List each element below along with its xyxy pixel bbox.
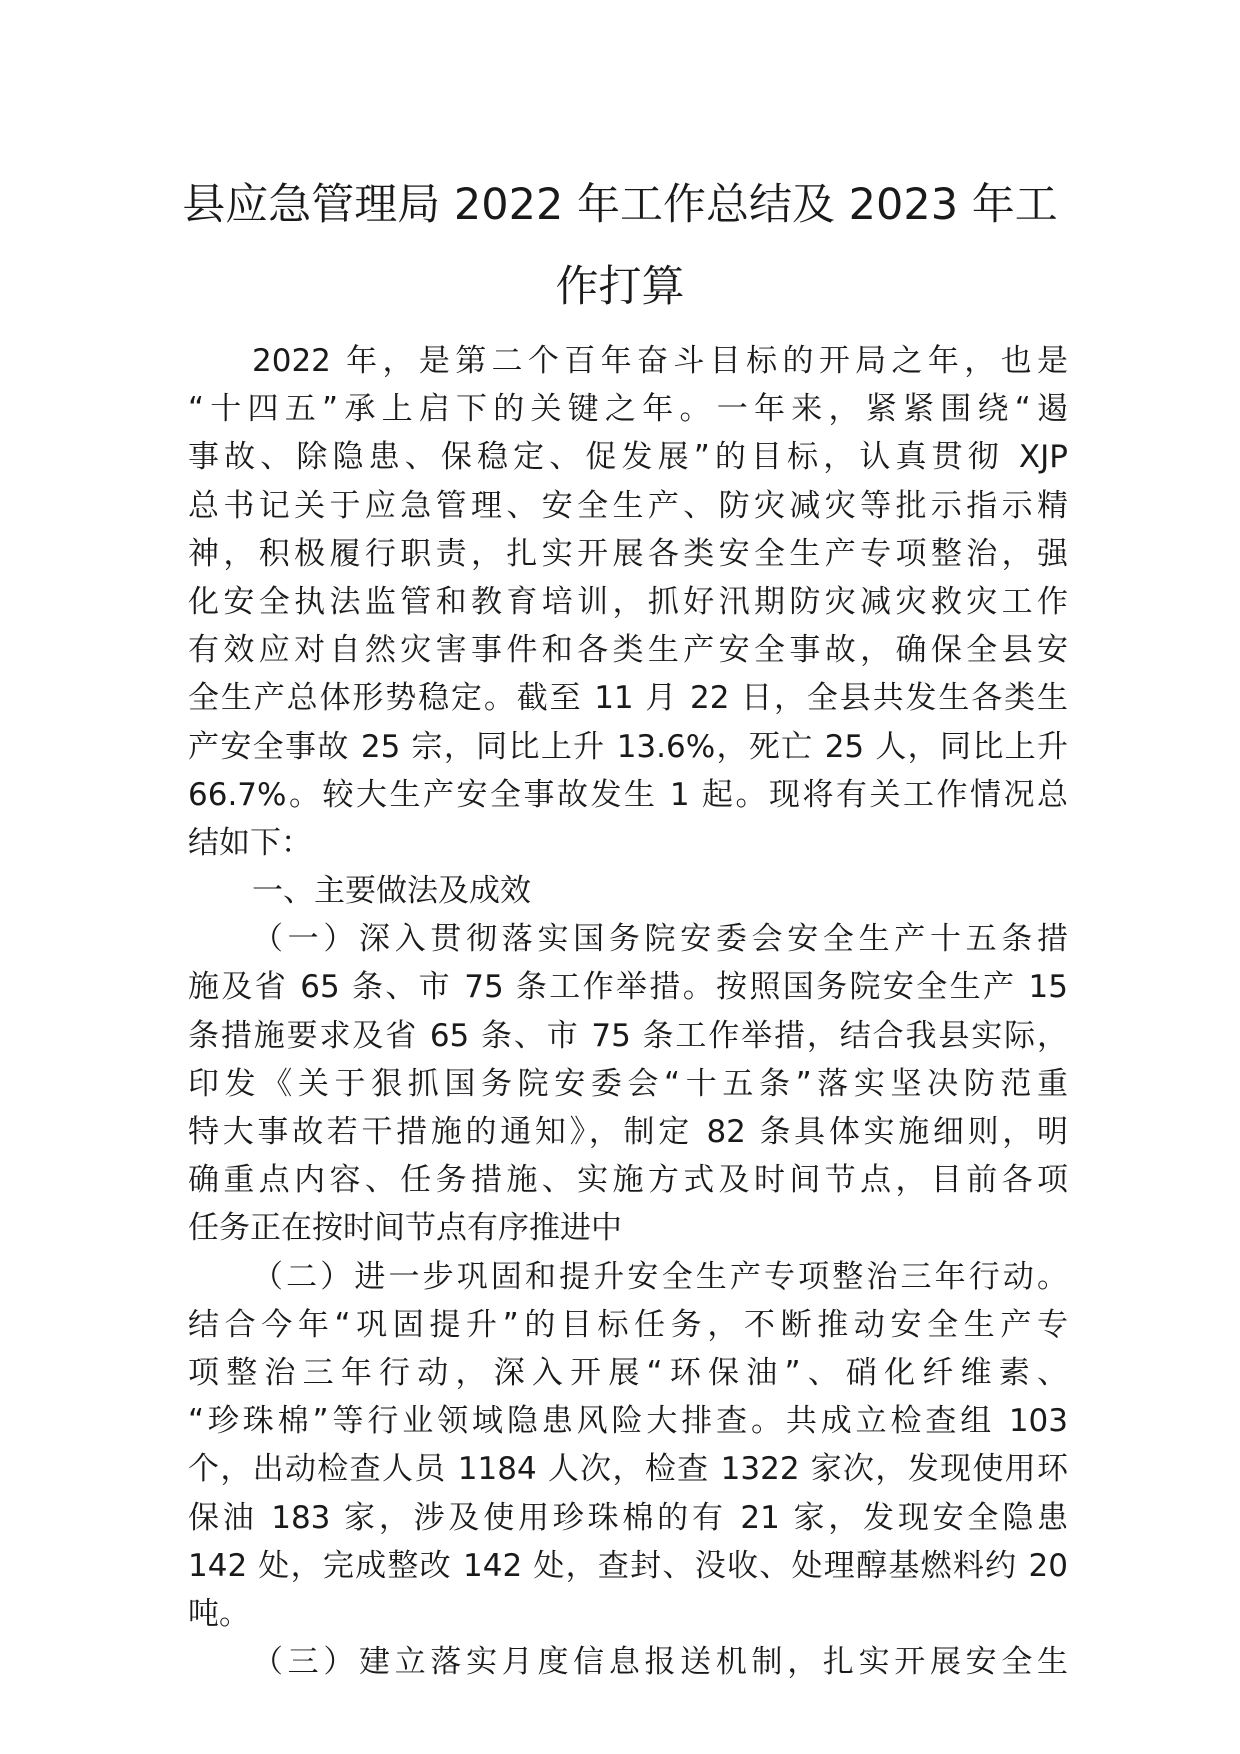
body-text-line: 吨。 [188,1595,250,1632]
body-text-line: 全生产总体形势稳定。截至 11 月 22 日，全县共发生各类生 [188,680,1068,717]
body-text-line: 结如下： [188,824,312,861]
body-text-line: 结合今年“巩固提升”的目标任务，不断推动安全生产专 [188,1306,1068,1343]
document-title-line-2: 作打算 [555,262,685,312]
body-text-line: 66.7%。较大生产安全事故发生 1 起。现将有关工作情况总 [188,776,1068,813]
body-text-line: 项整治三年行动，深入开展“环保油”、硝化纤维素、 [188,1354,1068,1391]
body-text-line: 印发《关于狠抓国务院安委会“十五条”落实坚决防范重 [188,1065,1068,1102]
body-text-line: （一）深入贯彻落实国务院安委会安全生产十五条措 [252,921,1068,958]
body-text-line: 事故、除隐患、保稳定、促发展”的目标，认真贯彻 XJP [188,439,1068,476]
body-text-line: 保油 183 家，涉及使用珍珠棉的有 21 家，发现安全隐患 [188,1499,1068,1536]
body-text-line: 任务正在按时间节点有序推进中 [188,1210,622,1247]
body-text-line: 142 处，完成整改 142 处，查封、没收、处理醇基燃料约 20 [188,1547,1068,1584]
body-text-line: 施及省 65 条、市 75 条工作举措。按照国务院安全生产 15 [188,969,1068,1006]
body-text-line: 化安全执法监管和教育培训，抓好汛期防灾减灾救灾工作 [188,583,1068,620]
body-text-line: 确重点内容、任务措施、实施方式及时间节点，目前各项 [188,1162,1068,1199]
document-title-line-1: 县应急管理局 2022 年工作总结及 2023 年工 [182,180,1058,230]
body-text-line: 一、主要做法及成效 [252,873,531,910]
body-text-line: 总书记关于应急管理、安全生产、防灾减灾等批示指示精 [188,487,1068,524]
body-text-line: “十四五”承上启下的关键之年。一年来，紧紧围绕“遏 [188,391,1068,428]
body-text-line: “珍珠棉”等行业领域隐患风险大排查。共成立检查组 103 [188,1403,1068,1440]
body-text-line: 神，积极履行职责，扎实开展各类安全生产专项整治，强 [188,535,1068,572]
body-text-line: 有效应对自然灾害事件和各类生产安全事故，确保全县安 [188,632,1068,669]
body-text-line: 特大事故若干措施的通知》，制定 82 条具体实施细则，明 [188,1114,1068,1150]
body-text-line: （三）建立落实月度信息报送机制，扎实开展安全生 [252,1644,1068,1681]
body-text-line: 产安全事故 25 宗，同比上升 13.6%，死亡 25 人，同比上升 [188,728,1068,765]
body-text-line: 2022 年，是第二个百年奋斗目标的开局之年，也是 [252,343,1068,379]
body-text-line: （二）进一步巩固和提升安全生产专项整治三年行动。 [252,1258,1068,1295]
body-text-line: 个，出动检查人员 1184 人次，检查 1322 家次，发现使用环 [188,1451,1068,1488]
body-text-line: 条措施要求及省 65 条、市 75 条工作举措，结合我县实际， [188,1017,1068,1054]
document-body [188,337,1068,1686]
